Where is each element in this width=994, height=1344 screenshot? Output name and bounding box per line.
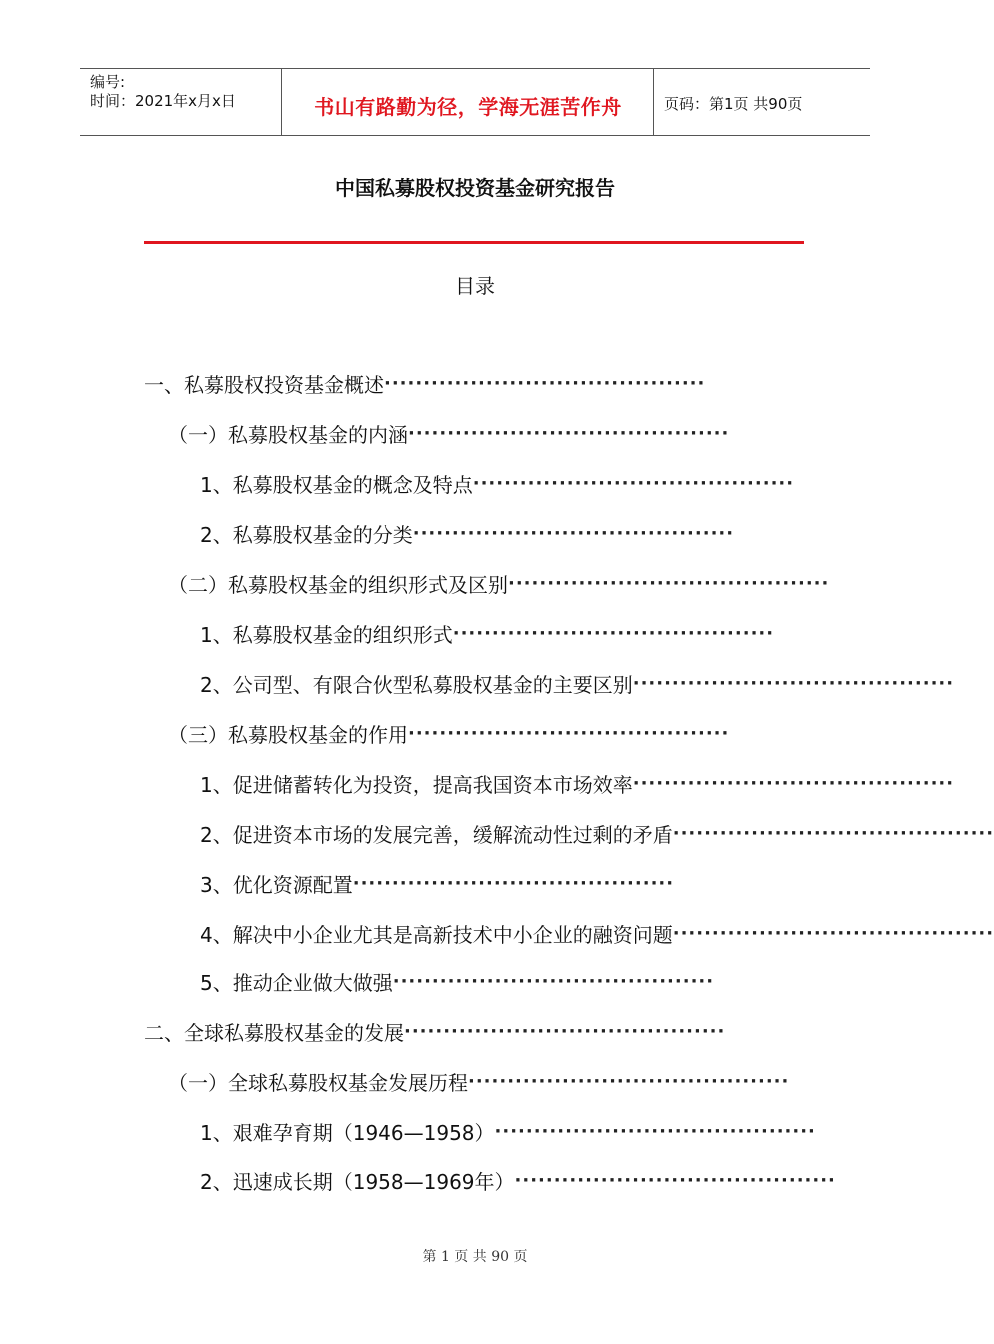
toc-entry-label: （二）私募股权基金的组织形式及区别 — [168, 572, 508, 597]
toc-dot-leader: ········································· — [452, 622, 775, 644]
header-meta-cell — [80, 69, 282, 135]
toc-entry-label: 2、公司型、有限合伙型私募股权基金的主要区别 — [200, 672, 633, 697]
toc-dot-leader: ········································· — [508, 572, 830, 594]
toc-dot-leader: ········································· — [404, 1020, 726, 1042]
toc-entry[interactable] — [200, 618, 775, 648]
toc-entry-label: 1、私募股权基金的组织形式 — [200, 622, 453, 647]
toc-entry[interactable] — [168, 418, 770, 448]
toc-entry-label: （一）全球私募股权基金发展历程 — [168, 1070, 468, 1095]
toc-entry[interactable] — [168, 718, 770, 748]
toc-entry-label: 4、解决中小企业尤其是高新技术中小企业的融资问题 — [200, 922, 673, 947]
toc-entry[interactable] — [200, 868, 770, 898]
toc-dot-leader: ········································· — [412, 522, 735, 544]
toc-entry-label: 1、私募股权基金的概念及特点 — [200, 472, 473, 497]
title-divider — [144, 241, 804, 244]
toc-dot-leader: ········································· — [408, 422, 730, 444]
toc-entry-label: 1、促进储蓄转化为投资，提高我国资本市场效率 — [200, 772, 633, 797]
toc-entry-label: （三）私募股权基金的作用 — [168, 722, 408, 747]
toc-dot-leader: ········································· — [494, 1120, 816, 1142]
header-page-info: 页码：第1页 共90页 — [664, 95, 803, 113]
toc-dot-leader: ········································· — [632, 672, 955, 694]
header-motto-cell — [282, 69, 654, 135]
toc-entry[interactable] — [200, 518, 770, 548]
toc-entry-label: 2、迅速成长期（1958—1969年） — [200, 1169, 515, 1194]
toc-dot-leader: ········································· — [672, 922, 994, 944]
header-page-cell — [654, 69, 870, 135]
toc-entry-label: 5、推动企业做大做强 — [200, 970, 393, 995]
toc-entry[interactable] — [168, 1066, 790, 1096]
toc-entry[interactable] — [200, 918, 994, 948]
toc-dot-leader: ········································· — [472, 472, 795, 494]
page-header — [80, 68, 870, 136]
toc-entry[interactable] — [200, 1116, 816, 1146]
toc-entry-label: 2、私募股权基金的分类 — [200, 522, 413, 547]
toc-entry[interactable] — [200, 966, 770, 996]
toc-dot-leader: ········································· — [468, 1070, 790, 1092]
toc-entry[interactable] — [144, 1016, 770, 1046]
toc-entry[interactable] — [200, 468, 795, 498]
toc-entry-label: 3、优化资源配置 — [200, 872, 353, 897]
document-title: 中国私募股权投资基金研究报告 — [335, 176, 615, 200]
page-footer: 第 1 页 共 90 页 — [422, 1249, 528, 1265]
toc-dot-leader: ········································· — [514, 1169, 836, 1191]
toc-dot-leader: ········································· — [352, 872, 675, 894]
toc-entry[interactable] — [144, 368, 770, 398]
toc-entry-label: 二、全球私募股权基金的发展 — [144, 1020, 404, 1045]
toc-dot-leader: ········································· — [384, 372, 706, 394]
toc-entry-label: 2、促进资本市场的发展完善，缓解流动性过剩的矛盾 — [200, 822, 673, 847]
toc-entry-label: （一）私募股权基金的内涵 — [168, 422, 408, 447]
toc-entry-label: 1、艰难孕育期（1946—1958） — [200, 1120, 495, 1145]
header-motto: 书山有路勤为径，学海无涯苦作舟 — [314, 95, 622, 119]
toc-entry[interactable] — [200, 1165, 836, 1195]
toc-dot-leader: ········································· — [672, 822, 994, 844]
toc-entry[interactable] — [168, 568, 830, 598]
toc-dot-leader: ········································· — [392, 970, 715, 992]
toc-heading: 目录 — [455, 274, 495, 298]
document-date-label: 时间：2021年x月x日 — [90, 92, 236, 110]
toc-entry-label: 一、私募股权投资基金概述 — [144, 372, 384, 397]
toc-dot-leader: ········································· — [632, 772, 955, 794]
toc-dot-leader: ········································· — [408, 722, 730, 744]
toc-entry[interactable] — [200, 818, 994, 848]
document-number-label: 编号: — [90, 73, 126, 91]
toc-entry[interactable] — [200, 768, 955, 798]
toc-entry[interactable] — [200, 668, 955, 698]
